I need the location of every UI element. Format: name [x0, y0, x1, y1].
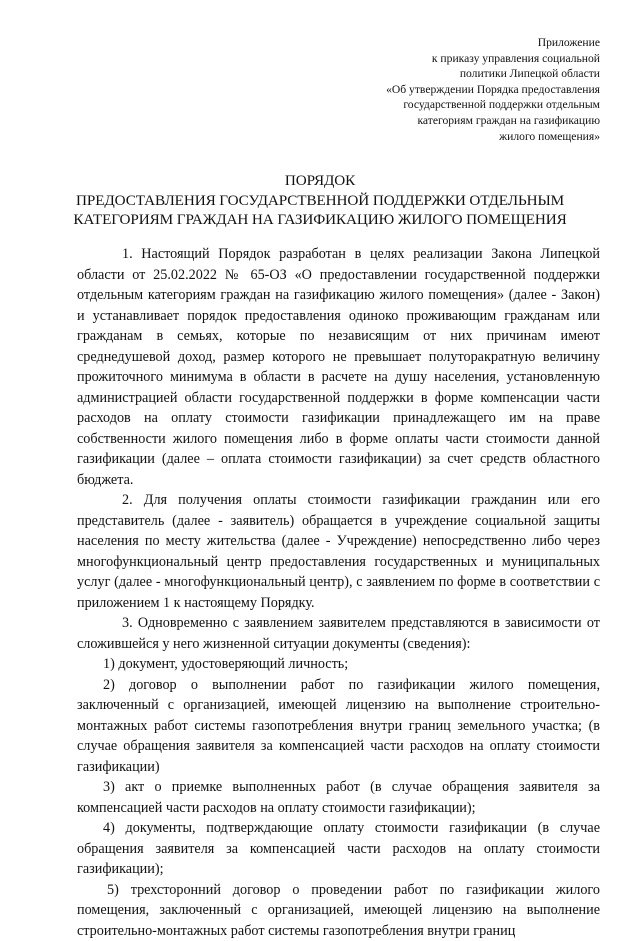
appendix-line: категориям граждан на газификацию	[330, 113, 600, 129]
list-item-2: 2) договор о выполнении работ по газификации жилого помещения, заключенный с организацией, имеющей лицензию на выполнение строительно-монтажных работ системы газопотребления внутри границ земельного участка; (в случае обращения заявителя за компенсацией части расходов на оплату стоимости газификации)	[77, 675, 600, 778]
list-item-3: 3) акт о приемке выполненных работ (в случае обращения заявителя за компенсацией части расходов на оплату стоимости газификации);	[77, 777, 600, 818]
list-item-4: 4) документы, подтверждающие оплату стоимости газификации (в случае обращения заявителя за компенсацией части расходов на оплату стоимости газификации);	[77, 818, 600, 880]
appendix-line: к приказу управления социальной	[330, 51, 600, 67]
list-item-1: 1) документ, удостоверяющий личность;	[77, 654, 600, 675]
title-line-3: КАТЕГОРИЯМ ГРАЖДАН НА ГАЗИФИКАЦИЮ ЖИЛОГО ПОМЕЩЕНИЯ	[60, 210, 580, 230]
appendix-line: жилого помещения»	[330, 129, 600, 145]
appendix-header	[330, 35, 600, 144]
document-body	[77, 244, 600, 941]
title-line-2: ПРЕДОСТАВЛЕНИЯ ГОСУДАРСТВЕННОЙ ПОДДЕРЖКИ ОТДЕЛЬНЫМ	[60, 191, 580, 211]
title-line-1: ПОРЯДОК	[60, 171, 580, 191]
appendix-line: «Об утверждении Порядка предоставления	[330, 82, 600, 98]
document-title	[60, 171, 580, 230]
paragraph-2: 2. Для получения оплаты стоимости газификации гражданин или его представитель (далее - заявитель) обращается в учреждение социальной защиты населения по месту жительства (далее - Учреждение) непосредственно либо через многофункциональный центр предоставления государственных и муниципальных услуг (далее - многофункциональный центр), с заявлением по форме в соответствии с приложением 1 к настоящему Порядку.	[77, 490, 600, 613]
paragraph-1: 1. Настоящий Порядок разработан в целях реализации Закона Липецкой области от 25.02.2022 № 65-ОЗ «О предоставлении государственной поддержки отдельным категориям граждан на газификацию жилого помещения» (далее - Закон) и устанавливает порядок предоставления одиноко проживающим гражданам или гражданам в семьях, которые по независящим от них причинам имеют среднедушевой доход, размер которого не превышает полуторакратную величину прожиточного минимума в области в расчете на душу населения, установленную администрацией области государственной поддержки в форме компенсации части расходов на оплату стоимости газификации принадлежащего им на праве собственности жилого помещения либо в форме оплаты части стоимости данной газификации (далее – оплата стоимости газификации) за счет средств областного бюджета.	[77, 244, 600, 490]
appendix-line: политики Липецкой области	[330, 66, 600, 82]
paragraph-3: 3. Одновременно с заявлением заявителем представляются в зависимости от сложившейся у него жизненной ситуации документы (сведения):	[77, 613, 600, 654]
list-item-5: 5) трехсторонний договор о проведении работ по газификации жилого помещения, заключенный с организацией, имеющей лицензию на выполнение строительно-монтажных работ системы газопотребления внутри границ	[77, 880, 600, 941]
appendix-line: государственной поддержки отдельным	[330, 97, 600, 113]
appendix-line: Приложение	[330, 35, 600, 51]
